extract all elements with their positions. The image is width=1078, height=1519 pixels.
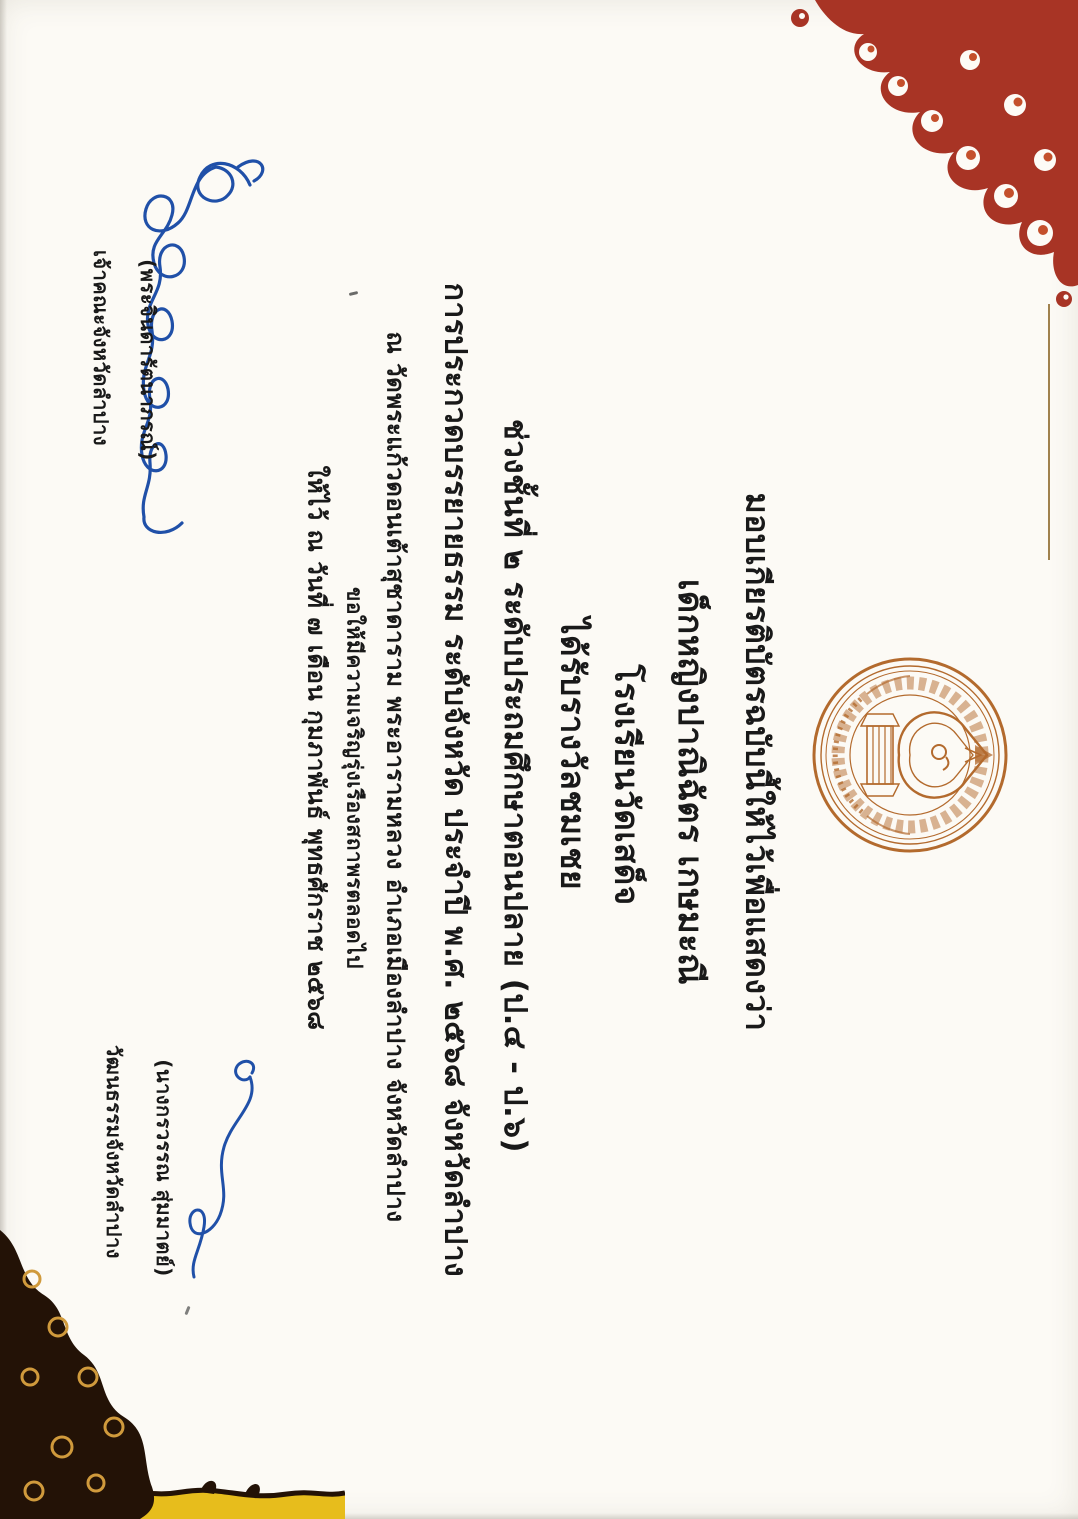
border-line-fragment	[1048, 304, 1050, 560]
scan-artifact-dash	[349, 291, 358, 296]
venue-line: ณ วัดพระแก้วดอนเต้าสุชาดาราม พระอารามหลวง อำเภอเมืองลำปาง จังหวัดลำปาง	[381, 331, 410, 1223]
signer1-title: เจ้าคณะจังหวัดลำปาง	[89, 249, 113, 447]
emblem-seal-icon	[805, 650, 1015, 860]
signer2-title: วัฒนธรรมจังหวัดลำปาง	[102, 1045, 126, 1259]
signer1-name: (พระจินดารัตนาภรณ์)	[136, 259, 160, 461]
level-line: ช่วงชั้นที่ ๒ ระดับประถมศึกษาตอนปลาย (ป.๔ - ป.๖)	[497, 418, 533, 1154]
event-line: การประกวดบรรยายธรรม ระดับจังหวัด ประจำปี พ.ศ. ๒๕๖๘ จังหวัดลำปาง	[437, 282, 473, 1278]
award-line: ได้รับรางวัลชมเชย	[553, 618, 593, 890]
blessing-line: ขอให้มีความเจริญรุ่งเรืองสถาพรตลอดไป	[342, 587, 367, 969]
signer2-name: (นางกรวรรณ สุ่มมาตย์)	[152, 1059, 176, 1277]
school-name: โรงเรียนวัดเสด็จ	[607, 664, 647, 906]
title-line: มอบเกียรติบัตรฉบับนี้ให้ไว้เพื่อแสดงว่า	[738, 492, 777, 1032]
corner-flourish-top-right-icon	[760, 0, 1078, 315]
issue-date-line: ให้ไว้ ณ วันที่ ๗ เดือน กุมภาพันธ์ พุทธศักราช ๒๕๖๘	[302, 465, 331, 1031]
recipient-name: เด็กหญิงปาณิฉัตร เกษมะณี	[670, 578, 710, 986]
